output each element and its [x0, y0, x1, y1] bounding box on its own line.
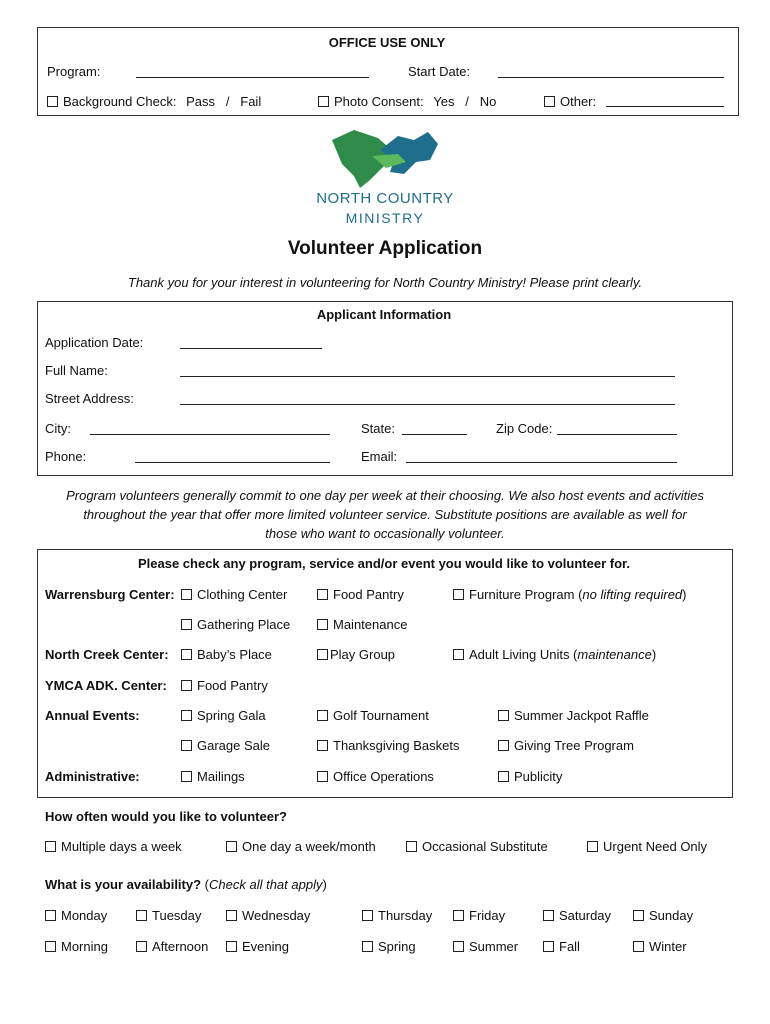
checkbox[interactable] — [317, 619, 328, 630]
state-label: State: — [361, 421, 395, 436]
option-thanksgiving-baskets[interactable] — [317, 738, 459, 753]
applicant-info-title: Applicant Information — [316, 307, 452, 322]
checkbox[interactable] — [317, 589, 328, 600]
frequency-option[interactable] — [406, 839, 548, 854]
checkbox[interactable] — [633, 910, 644, 921]
time-option[interactable] — [45, 939, 108, 954]
availability-hint-open: ( — [201, 877, 209, 892]
background-check-checkbox[interactable] — [47, 96, 58, 107]
state-field[interactable] — [402, 434, 467, 435]
option-label: Wednesday — [242, 908, 311, 923]
frequency-option[interactable] — [226, 839, 376, 854]
option-giving-tree-program[interactable] — [498, 738, 634, 753]
warrensburg-label: Warrensburg Center: — [45, 587, 175, 602]
day-option[interactable] — [362, 908, 432, 923]
logo-teal-shape — [380, 132, 438, 174]
season-option[interactable] — [453, 939, 518, 954]
checkbox[interactable] — [453, 589, 464, 600]
background-check-options: Pass / Fail — [186, 94, 262, 109]
logo-text-line2: MINISTRY — [345, 210, 425, 226]
availability-label: What is your availability? — [45, 877, 202, 892]
option-label: Baby’s Place — [197, 647, 272, 662]
zip-label: Zip Code: — [496, 421, 553, 436]
street-address-field[interactable] — [180, 404, 675, 405]
start-date-label: Start Date: — [408, 64, 471, 79]
option-label: Office Operations — [333, 769, 434, 784]
option-label: Thanksgiving Baskets — [333, 738, 460, 753]
note-line-1: Program volunteers generally commit to one day per week at their choosing. We also host events and activities — [66, 488, 704, 503]
checkbox[interactable] — [317, 740, 328, 751]
option-label: Giving Tree Program — [514, 738, 634, 753]
availability-hint-close: ) — [322, 877, 327, 892]
option-label: Tuesday — [152, 908, 202, 923]
day-option[interactable] — [136, 908, 201, 923]
checkbox[interactable] — [587, 841, 598, 852]
logo-text-line1: NORTH COUNTRY — [316, 190, 454, 207]
option-adult-living-units[interactable] — [453, 647, 656, 662]
city-label: City: — [45, 421, 71, 436]
day-option[interactable] — [633, 908, 693, 923]
city-field[interactable] — [90, 434, 330, 435]
checkbox[interactable] — [226, 841, 237, 852]
checkbox[interactable] — [181, 589, 192, 600]
north-country-ministry-logo — [320, 126, 460, 196]
option-food-pantry[interactable] — [317, 587, 404, 602]
photo-consent-checkbox[interactable] — [318, 96, 329, 107]
option-label: Spring — [378, 939, 416, 954]
availability-hint: Check all that apply — [209, 877, 323, 892]
option-label: Afternoon — [152, 939, 209, 954]
option-clothing-center[interactable] — [181, 587, 287, 602]
option-office-operations[interactable] — [317, 769, 434, 784]
day-option[interactable] — [45, 908, 107, 923]
option-garage-sale[interactable] — [181, 738, 270, 753]
option-gathering-place[interactable] — [181, 617, 290, 632]
option-paren: ) — [651, 647, 657, 662]
option-label: Occasional Substitute — [422, 839, 548, 854]
option-label: Summer Jackpot Raffle — [514, 708, 649, 723]
email-label: Email: — [361, 449, 398, 464]
phone-field[interactable] — [135, 462, 330, 463]
time-option[interactable] — [226, 939, 289, 954]
checkbox[interactable] — [633, 941, 644, 952]
checkbox[interactable] — [543, 941, 554, 952]
zip-field[interactable] — [557, 434, 677, 435]
option-label: Friday — [469, 908, 506, 923]
other-checkbox[interactable] — [544, 96, 555, 107]
option-summer-jackpot-raffle[interactable] — [498, 708, 649, 723]
phone-label: Phone: — [45, 449, 87, 464]
program-label: Program: — [47, 64, 101, 79]
background-check[interactable] — [47, 94, 261, 109]
application-date-field[interactable] — [180, 348, 322, 349]
option-label: Food Pantry — [333, 587, 404, 602]
application-date-label: Application Date: — [45, 335, 144, 350]
option-label: Mailings — [197, 769, 245, 784]
other-option[interactable] — [544, 94, 596, 109]
option-label: Morning — [61, 939, 108, 954]
full-name-field[interactable] — [180, 376, 675, 377]
checkbox[interactable] — [362, 910, 373, 921]
checkbox[interactable] — [45, 941, 56, 952]
option-label: One day a week/month — [242, 839, 376, 854]
option-label: Adult Living Units ( — [469, 647, 578, 662]
option-label: Golf Tournament — [333, 708, 429, 723]
photo-consent[interactable] — [318, 94, 496, 109]
checkbox[interactable] — [226, 941, 237, 952]
note-line-2: throughout the year that offer more limited volunteer service. Substitute positions are available as well for — [83, 507, 687, 522]
option-maintenance[interactable] — [317, 617, 407, 632]
season-option[interactable] — [633, 939, 687, 954]
full-name-label: Full Name: — [45, 363, 108, 378]
day-option[interactable] — [226, 908, 310, 923]
street-address-label: Street Address: — [45, 391, 134, 406]
option-label: Sunday — [649, 908, 694, 923]
checkbox[interactable] — [317, 649, 328, 660]
option-paren: ) — [682, 587, 687, 602]
frequency-option[interactable] — [587, 839, 707, 854]
checkbox[interactable] — [181, 649, 192, 660]
checkbox[interactable] — [498, 771, 509, 782]
email-field[interactable] — [406, 462, 677, 463]
checkbox[interactable] — [45, 841, 56, 852]
checkbox[interactable] — [453, 941, 464, 952]
checkbox[interactable] — [543, 910, 554, 921]
day-option[interactable] — [453, 908, 505, 923]
option-note: no lifting required — [582, 587, 683, 602]
option-note: maintenance — [577, 647, 652, 662]
office-use-title: OFFICE USE ONLY — [328, 35, 446, 50]
option-publicity[interactable] — [498, 769, 562, 784]
option-play-group[interactable] — [317, 647, 395, 662]
checkbox[interactable] — [317, 771, 328, 782]
option-label: Multiple days a week — [61, 839, 182, 854]
program-field[interactable] — [136, 77, 369, 78]
option-label: Monday — [61, 908, 108, 923]
option-label: Thursday — [378, 908, 433, 923]
option-label: Spring Gala — [197, 708, 266, 723]
option-label: Urgent Need Only — [603, 839, 708, 854]
start-date-field[interactable] — [498, 77, 724, 78]
day-option[interactable] — [543, 908, 611, 923]
background-check-label: Background Check: — [63, 94, 177, 109]
checkbox[interactable] — [406, 841, 417, 852]
photo-consent-label: Photo Consent: — [334, 94, 424, 109]
option-label: Maintenance — [333, 617, 408, 632]
option-label: Saturday — [559, 908, 612, 923]
other-field[interactable] — [606, 106, 724, 107]
checkbox[interactable] — [498, 740, 509, 751]
page-title: Volunteer Application — [287, 238, 483, 259]
checkbox[interactable] — [181, 710, 192, 721]
checkbox[interactable] — [136, 941, 147, 952]
option-label: Gathering Place — [197, 617, 291, 632]
ymca-label: YMCA ADK. Center: — [45, 678, 167, 693]
time-option[interactable] — [136, 939, 208, 954]
north-creek-label: North Creek Center: — [45, 647, 169, 662]
frequency-question: How often would you like to volunteer? — [45, 809, 287, 824]
checkbox[interactable] — [362, 941, 373, 952]
option-spring-gala[interactable] — [181, 708, 266, 723]
option-label: Summer — [469, 939, 519, 954]
option-label: Winter — [649, 939, 687, 954]
option-label: Publicity — [514, 769, 563, 784]
checkbox[interactable] — [181, 771, 192, 782]
option-label: Fall — [559, 939, 580, 954]
availability-question — [45, 877, 327, 892]
option-label: Garage Sale — [197, 738, 270, 753]
other-label: Other: — [560, 94, 597, 109]
checkbox[interactable] — [498, 710, 509, 721]
option-babys-place[interactable] — [181, 647, 272, 662]
season-option[interactable] — [543, 939, 580, 954]
programs-title: Please check any program, service and/or event you would like to volunteer for. — [137, 556, 630, 571]
option-label: Food Pantry — [197, 678, 268, 693]
administrative-label: Administrative: — [45, 769, 140, 784]
checkbox[interactable] — [45, 910, 56, 921]
checkbox[interactable] — [181, 740, 192, 751]
checkbox[interactable] — [181, 680, 192, 691]
option-label: Furniture Program ( — [469, 587, 583, 602]
checkbox[interactable] — [181, 619, 192, 630]
option-label: Evening — [242, 939, 289, 954]
option-label: Play Group — [330, 647, 396, 662]
option-label: Clothing Center — [197, 587, 288, 602]
option-golf-tournament[interactable] — [317, 708, 429, 723]
checkbox[interactable] — [136, 910, 147, 921]
option-ymca-food-pantry[interactable] — [181, 678, 268, 693]
checkbox[interactable] — [453, 649, 464, 660]
season-option[interactable] — [362, 939, 416, 954]
annual-events-label: Annual Events: — [45, 708, 140, 723]
note-line-3: those who want to occasionally volunteer. — [265, 526, 505, 541]
checkbox[interactable] — [317, 710, 328, 721]
option-mailings[interactable] — [181, 769, 245, 784]
intro-text: Thank you for your interest in volunteering for North Country Ministry! Please print clearly. — [127, 275, 643, 290]
option-furniture-program[interactable] — [453, 587, 687, 602]
photo-consent-options: Yes / No — [433, 94, 497, 109]
checkbox[interactable] — [453, 910, 464, 921]
frequency-option[interactable] — [45, 839, 182, 854]
checkbox[interactable] — [226, 910, 237, 921]
